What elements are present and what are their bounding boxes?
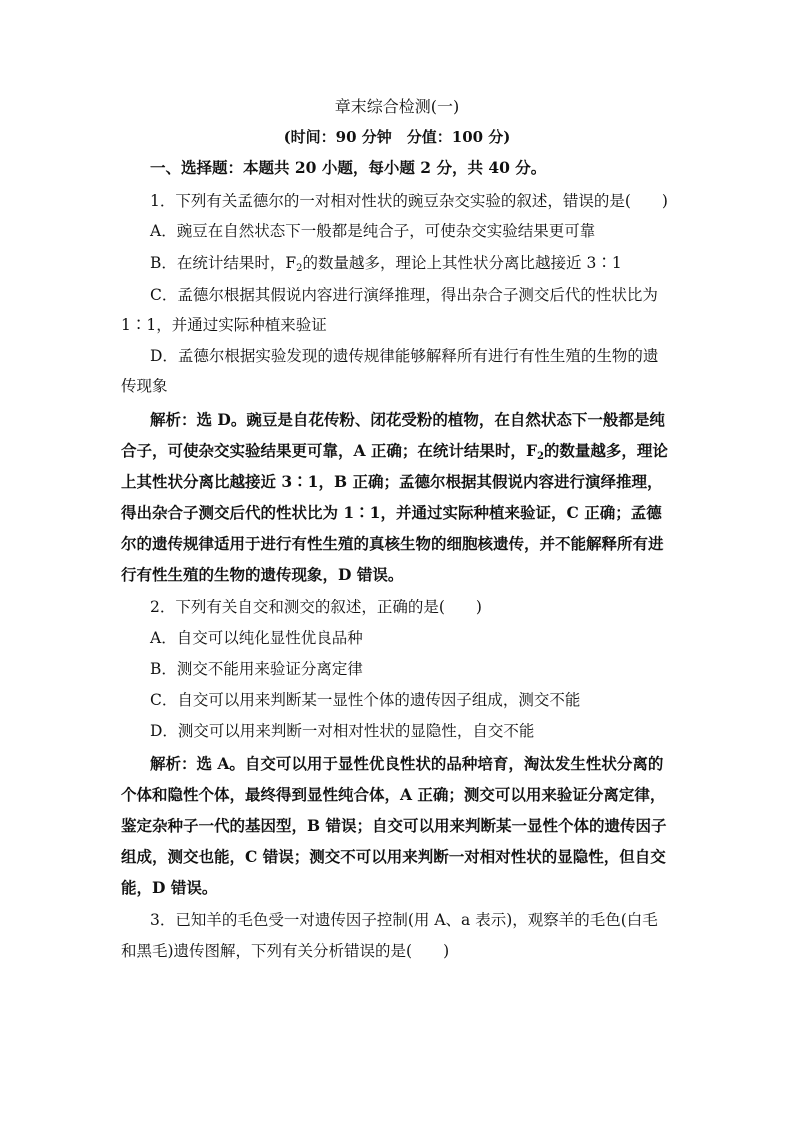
q2-analysis-1: 解析：选 A。自交可以用于显性优良性状的品种培育，淘汰发生性状分离的: [150, 754, 664, 773]
q1-option-b-sub: 2: [296, 263, 303, 274]
q2-option-a: A．自交可以纯化显性优良品种: [150, 629, 363, 647]
q1-analysis-3: 上其性状分离比越接近 3∶1，B 正确；孟德尔根据其假说内容进行演绎推理，: [121, 472, 663, 491]
q1-analysis-2-post: 的数量越多，理论: [543, 441, 668, 460]
q2-analysis-5: 能，D 错误。: [121, 878, 218, 897]
q1-analysis-1: 解析：选 D。豌豆是自花传粉、闭花受粉的植物，在自然状态下一般都是纯: [150, 410, 665, 429]
q1-analysis-2: [121, 441, 668, 461]
q2-analysis-3: 鉴定杂种子一代的基因型，B 错误；自交可以用来判断某一显性个体的遗传因子: [121, 816, 667, 835]
q3-stem-1: 3．已知羊的毛色受一对遗传因子控制(用 A、a 表示)，观察羊的毛色(白毛: [150, 911, 658, 929]
q2-stem: 2．下列有关自交和测交的叙述，正确的是( ): [150, 598, 482, 616]
q1-option-d-2: 传现象: [121, 377, 168, 395]
q1-option-d-1: D．孟德尔根据实验发现的遗传规律能够解释所有进行有性生殖的生物的遗: [150, 347, 659, 365]
q3-stem-2: 和黑毛)遗传图解，下列有关分析错误的是( ): [121, 942, 450, 960]
q1-option-c-1: C．孟德尔根据其假说内容进行演绎推理，得出杂合子测交后代的性状比为: [150, 286, 658, 304]
document-subtitle: (时间：90 分钟 分值：100 分): [283, 128, 511, 146]
q2-analysis-4: 组成，测交也能，C 错误；测交不可以用来判断一对相对性状的显隐性，但自交: [121, 847, 666, 866]
q2-option-c: C．自交可以用来判断某一显性个体的遗传因子组成，测交不能: [150, 691, 581, 709]
q1-option-b-post: 的数量越多，理论上其性状分离比越接近 3∶1: [302, 254, 622, 272]
q1-analysis-2-text: 合子，可使杂交实验结果更可靠，A 正确；在统计结果时，: [121, 441, 526, 460]
q2-option-b: B．测交不能用来验证分离定律: [150, 660, 363, 678]
q1-analysis-6: 行有性生殖的生物的遗传现象，D 错误。: [121, 565, 404, 584]
q1-analysis-5: 尔的遗传规律适用于进行有性生殖的真核生物的细胞核遗传，并不能解释所有进: [121, 534, 664, 553]
q1-option-a: A．豌豆在自然状态下一般都是纯合子，可使杂交实验结果更可靠: [150, 222, 596, 240]
q1-analysis-4: 得出杂合子测交后代的性状比为 1∶1，并通过实际种植来验证，C 正确；孟德: [121, 503, 662, 522]
q2-option-d: D．测交可以用来判断一对相对性状的显隐性，自交不能: [150, 722, 535, 740]
q1-option-b: [150, 253, 622, 273]
q1-option-c-2: 1∶1，并通过实际种植来验证: [121, 316, 327, 334]
q1-option-b-pre: B．在统计结果时，F: [150, 254, 297, 272]
q1-analysis-2-f: F: [525, 441, 537, 460]
q1-analysis-2-sub: 2: [536, 451, 544, 462]
q1-stem: 1．下列有关孟德尔的一对相对性状的豌豆杂交实验的叙述，错误的是( ): [150, 192, 668, 210]
document-title: 章末综合检测(一): [334, 97, 460, 116]
section-heading: 一、选择题：本题共 20 小题，每小题 2 分，共 40 分。: [150, 158, 547, 177]
q2-analysis-2: 个体和隐性个体，最终得到显性纯合体，A 正确；测交可以用来验证分离定律，: [121, 785, 666, 804]
